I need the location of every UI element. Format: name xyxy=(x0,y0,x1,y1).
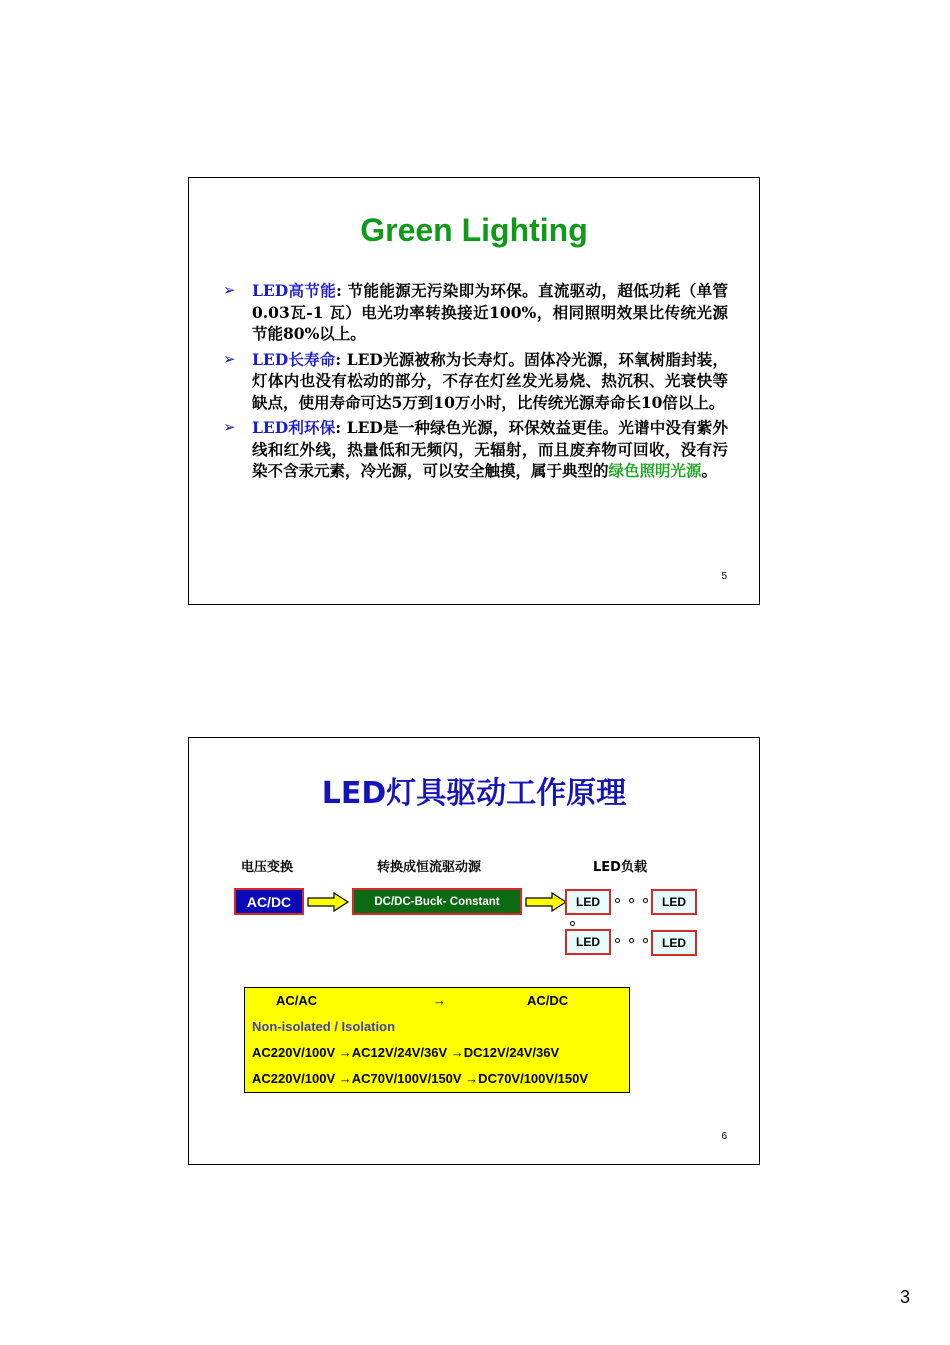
dcdc-buck-box: DC/DC-Buck- Constant xyxy=(352,888,522,915)
slide-title: LED灯具驱动工作原理 xyxy=(321,776,627,811)
bullet-eco-friendly xyxy=(223,417,728,482)
slide-title: Green Lighting xyxy=(360,212,588,248)
ellipsis-dot xyxy=(643,938,648,943)
info-arrow: → xyxy=(433,993,446,1008)
bullet-highlight: 绿色照明光源 xyxy=(608,461,702,480)
ellipsis-dot xyxy=(615,898,620,903)
bullet-lead: LED长寿命 xyxy=(252,349,336,369)
bullet-list xyxy=(223,280,728,486)
info-isolation: Non-isolated / Isolation xyxy=(252,1019,396,1034)
ellipsis-dot xyxy=(570,921,575,926)
led-box: LED xyxy=(651,889,697,915)
ellipsis-dot xyxy=(643,898,648,903)
ellipsis-dot xyxy=(629,898,634,903)
bullet-energy-saving xyxy=(223,280,728,345)
bullet-lead: LED高节能 xyxy=(252,281,337,300)
info-acdc: AC/DC xyxy=(527,993,569,1008)
flow-arrow-icon xyxy=(306,892,350,912)
conversion-info-box xyxy=(244,987,630,1093)
bullet-long-life xyxy=(223,349,728,414)
info-conversion-12v: AC220V/100V →AC12V/24V/36V →DC12V/24V/36V xyxy=(252,1045,560,1060)
slide-number: 5 xyxy=(721,571,727,582)
flow-arrow-icon xyxy=(524,892,568,912)
led-box: LED xyxy=(565,889,611,915)
info-acac: AC/AC xyxy=(276,993,318,1008)
acdc-box: AC/DC xyxy=(234,888,304,915)
bullet-tail: 。 xyxy=(701,461,718,480)
arrow-bullet-icon: ➢ xyxy=(223,281,236,299)
arrow-bullet-icon: ➢ xyxy=(223,418,236,436)
label-constant-current: 转换成恒流驱动源 xyxy=(377,860,482,875)
label-voltage-conversion: 电压变换 xyxy=(241,860,294,875)
led-box: LED xyxy=(565,929,611,955)
led-box: LED xyxy=(651,930,697,956)
info-conversion-70v: AC220V/100V →AC70V/100V/150V →DC70V/100V/150V xyxy=(252,1071,589,1086)
bullet-text: : LED光源被称为长寿灯。固体冷光源，环氧树脂封装，灯体内也没有松动的部分，不存在灯丝发光易烧、热沉积、光衰快等缺点，使用寿命可达5万到10万小时，比传统光源寿命长10倍以上。 xyxy=(252,349,728,412)
ellipsis-dot xyxy=(615,938,620,943)
bullet-text: : LED是一种绿色光源，环保效益更佳。光谱中没有紫外线和红外线，热量低和无频闪，无辐射，而且废弃物可回收，没有污染不含汞元素，冷光源，可以安全触摸，属于典型的 xyxy=(252,418,728,480)
bullet-text: : 节能能源无污染即为环保。直流驱动，超低功耗（单管0.03瓦-1 瓦）电光功率转换接近100%，相同照明效果比传统光源节能80%以上。 xyxy=(252,281,729,343)
arrow-bullet-icon: ➢ xyxy=(223,349,236,368)
slide-led-driver-principle xyxy=(188,737,760,1165)
ellipsis-dot xyxy=(629,938,634,943)
slide-green-lighting xyxy=(188,177,760,605)
label-led-load: LED负载 xyxy=(593,860,647,875)
bullet-lead: LED利环保 xyxy=(252,418,336,437)
slide-number: 6 xyxy=(721,1131,727,1142)
page-number: 3 xyxy=(899,1287,910,1307)
